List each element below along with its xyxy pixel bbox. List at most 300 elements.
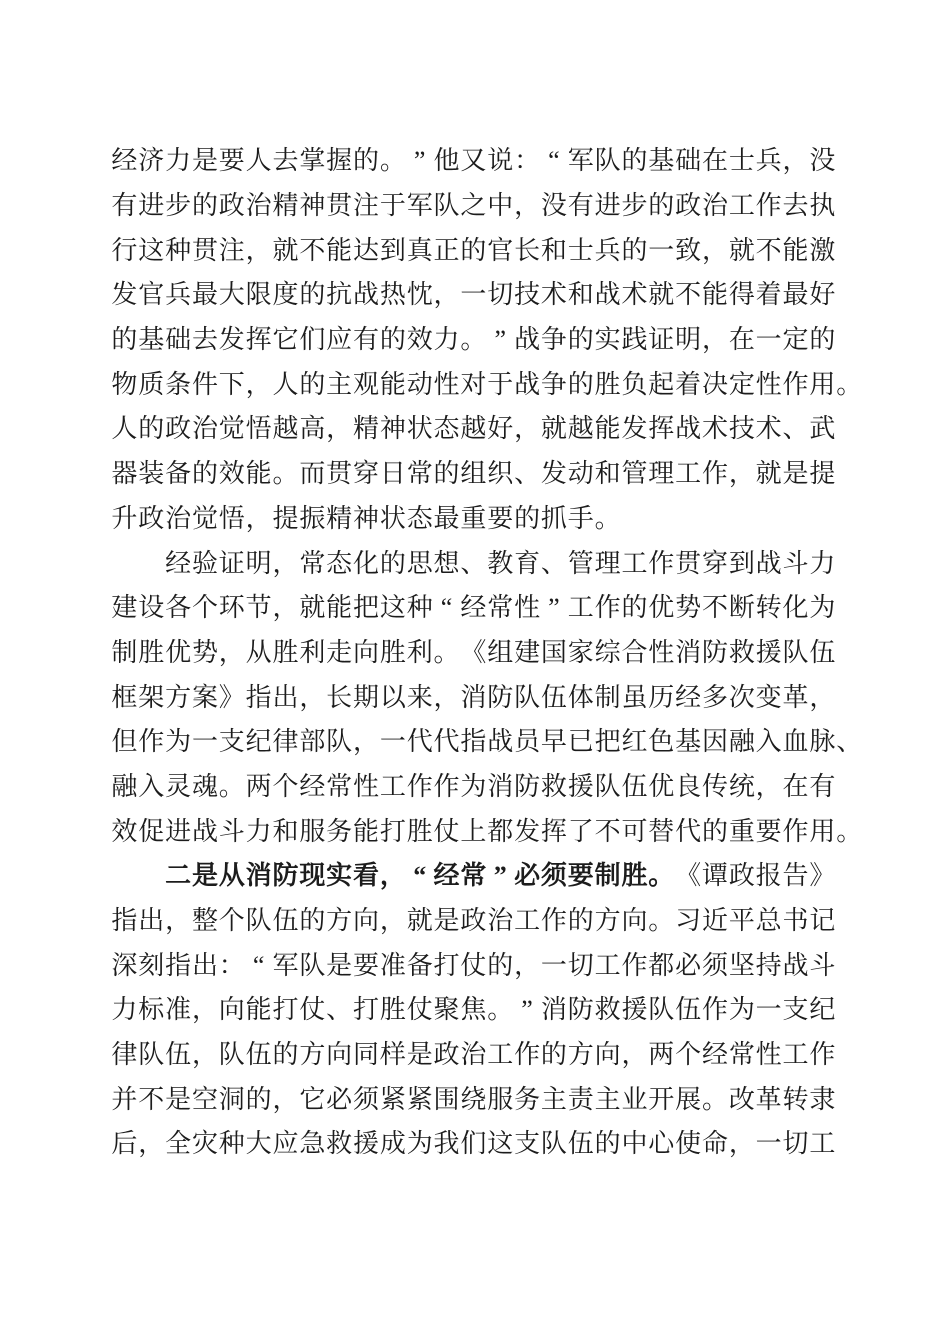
character: 是 <box>433 906 460 936</box>
character: 总 <box>755 906 782 936</box>
paragraph <box>111 541 863 854</box>
character: ， <box>379 906 406 936</box>
character: ， <box>728 459 755 489</box>
character: 仗 <box>433 816 460 846</box>
character: 作 <box>540 906 567 936</box>
character: 脉 <box>809 727 836 757</box>
character: 战 <box>353 280 380 310</box>
bold-character: ” <box>493 861 507 891</box>
character: 发 <box>514 816 541 846</box>
bold-character: 从 <box>218 861 245 891</box>
character: 代 <box>433 727 460 757</box>
character: 不 <box>594 816 621 846</box>
character: 伍 <box>675 995 702 1025</box>
character: 队 <box>782 637 809 667</box>
character: 最 <box>782 280 809 310</box>
character: ， <box>701 325 728 355</box>
character: 战 <box>594 280 621 310</box>
text-line <box>111 765 836 810</box>
character: 必 <box>675 950 702 980</box>
text-line <box>111 1077 836 1122</box>
character: 架 <box>138 682 165 712</box>
character: 军 <box>567 146 594 176</box>
character: 工 <box>782 1040 809 1070</box>
character: 管 <box>621 459 648 489</box>
character: 化 <box>353 548 380 578</box>
character: 后 <box>111 1129 138 1159</box>
character: 胜 <box>379 995 406 1025</box>
character: 替 <box>648 816 675 846</box>
character: 支 <box>782 995 809 1025</box>
character: 备 <box>406 950 433 980</box>
character: 和 <box>272 816 299 846</box>
character: 战 <box>782 950 809 980</box>
character: 业 <box>621 1084 648 1114</box>
character: ， <box>299 682 326 712</box>
character: ： <box>514 146 541 176</box>
character: 它 <box>272 325 299 355</box>
character: 于 <box>379 191 406 221</box>
character: 的 <box>621 593 648 623</box>
character: 虽 <box>621 682 648 712</box>
character: 备 <box>165 459 192 489</box>
character: 指 <box>165 950 192 980</box>
character: 国 <box>540 637 567 667</box>
character: 理 <box>594 548 621 578</box>
character: 激 <box>809 235 836 265</box>
character: 教 <box>487 548 514 578</box>
character: 使 <box>675 1129 702 1159</box>
character: 能 <box>326 235 353 265</box>
character: 队 <box>326 727 353 757</box>
character: 效 <box>406 325 433 355</box>
character: 仗 <box>406 995 433 1025</box>
character: 主 <box>326 369 353 399</box>
character: 入 <box>138 771 165 801</box>
character: 消 <box>487 771 514 801</box>
character: 悟 <box>218 503 245 533</box>
character: ， <box>755 771 782 801</box>
character: 去 <box>191 325 218 355</box>
character: 工 <box>487 1040 514 1070</box>
character: 抗 <box>326 280 353 310</box>
character: 围 <box>433 1084 460 1114</box>
character: 坚 <box>728 950 755 980</box>
character: 高 <box>299 414 326 444</box>
character: 队 <box>594 771 621 801</box>
bold-character: 是 <box>191 861 218 891</box>
character: 有 <box>111 191 138 221</box>
character: 的 <box>648 191 675 221</box>
character: 须 <box>701 950 728 980</box>
character: 个 <box>218 906 245 936</box>
character: 越 <box>272 414 299 444</box>
character: 用 <box>809 816 836 846</box>
character: 习 <box>675 906 702 936</box>
character: 悟 <box>245 414 272 444</box>
character: 利 <box>406 637 433 667</box>
character: 想 <box>433 548 460 578</box>
character: 重 <box>728 816 755 846</box>
character: 能 <box>701 280 728 310</box>
text-line <box>111 318 836 363</box>
character: 没 <box>809 146 836 176</box>
character: 一 <box>755 325 782 355</box>
character: 的 <box>245 1084 272 1114</box>
character: 的 <box>353 146 380 176</box>
character: 发 <box>540 459 567 489</box>
character: 提 <box>272 503 299 533</box>
character: 队 <box>594 146 621 176</box>
character: 应 <box>272 1129 299 1159</box>
character: 、 <box>782 414 809 444</box>
character: 的 <box>299 280 326 310</box>
character: 把 <box>594 727 621 757</box>
character: 础 <box>675 146 702 176</box>
character: 两 <box>648 1040 675 1070</box>
character: 行 <box>111 235 138 265</box>
character: 的 <box>621 235 648 265</box>
character: 仗 <box>460 950 487 980</box>
bold-character: 制 <box>594 861 621 891</box>
character: 人 <box>111 414 138 444</box>
character: ， <box>272 548 299 578</box>
text-line <box>111 407 836 452</box>
character: ， <box>191 1040 218 1070</box>
character: 上 <box>460 816 487 846</box>
character: 这 <box>487 1129 514 1159</box>
character: 作 <box>782 816 809 846</box>
character: 在 <box>728 325 755 355</box>
character: 好 <box>487 414 514 444</box>
character: 正 <box>433 235 460 265</box>
character: 以 <box>379 682 406 712</box>
character: 报 <box>755 861 782 891</box>
character: 基 <box>675 727 702 757</box>
character: 越 <box>460 414 487 444</box>
character: 础 <box>165 325 192 355</box>
character: 急 <box>299 1129 326 1159</box>
character: ， <box>272 1084 299 1114</box>
character: 队 <box>138 1040 165 1070</box>
bold-character: 消 <box>245 861 272 891</box>
character: 作 <box>648 548 675 578</box>
character: 经 <box>460 593 487 623</box>
character: 伍 <box>621 771 648 801</box>
character: 标 <box>138 995 165 1025</box>
character: 下 <box>218 369 245 399</box>
character: 建 <box>514 637 541 667</box>
character: 援 <box>353 1129 380 1159</box>
character: 须 <box>353 1084 380 1114</box>
character: 贯 <box>326 191 353 221</box>
character: 方 <box>299 1040 326 1070</box>
character: 的 <box>514 503 541 533</box>
character: 救 <box>540 771 567 801</box>
character: 了 <box>567 816 594 846</box>
character: 。 <box>487 995 514 1025</box>
character: “ <box>548 146 560 176</box>
character: 性 <box>433 369 460 399</box>
character: 》 <box>218 682 245 712</box>
character: 切 <box>487 280 514 310</box>
character: 指 <box>460 727 487 757</box>
character: ， <box>514 950 541 980</box>
character: 政 <box>433 1040 460 1070</box>
character: ， <box>809 682 836 712</box>
character: 力 <box>165 146 192 176</box>
text-line <box>111 720 863 765</box>
character: 不 <box>755 235 782 265</box>
character: 着 <box>755 280 782 310</box>
character: 紧 <box>406 1084 433 1114</box>
character: 升 <box>111 503 138 533</box>
character: ， <box>621 1040 648 1070</box>
character: 进 <box>165 816 192 846</box>
character: 势 <box>675 593 702 623</box>
character: 作 <box>701 459 728 489</box>
character: 织 <box>487 459 514 489</box>
character: 指 <box>245 682 272 712</box>
character: ” <box>521 995 533 1025</box>
character: 打 <box>353 995 380 1025</box>
text-line <box>111 497 836 542</box>
text-line <box>111 184 836 229</box>
character: 各 <box>165 593 192 623</box>
character: 次 <box>728 682 755 712</box>
character: 红 <box>621 727 648 757</box>
character: 就 <box>648 280 675 310</box>
character: 救 <box>326 1129 353 1159</box>
character: 化 <box>782 593 809 623</box>
character: 纪 <box>245 727 272 757</box>
character: 建 <box>111 593 138 623</box>
character: ， <box>138 1129 165 1159</box>
character: 效 <box>111 816 138 846</box>
character: 常 <box>326 771 353 801</box>
character: 、 <box>460 548 487 578</box>
character: 作 <box>782 369 809 399</box>
character: 治 <box>487 906 514 936</box>
character: 军 <box>406 191 433 221</box>
character: 军 <box>272 950 299 980</box>
character: 书 <box>782 906 809 936</box>
character: 到 <box>728 548 755 578</box>
character: 的 <box>594 1129 621 1159</box>
character: ” <box>494 325 506 355</box>
character: 又 <box>460 146 487 176</box>
character: ， <box>165 906 192 936</box>
character: 入 <box>755 727 782 757</box>
text-line <box>111 1033 836 1078</box>
character: 。 <box>218 771 245 801</box>
character: 。 <box>594 503 621 533</box>
character: 方 <box>567 1040 594 1070</box>
body-text <box>111 139 863 1167</box>
character: ， <box>326 414 353 444</box>
character: 为 <box>809 593 836 623</box>
character: 综 <box>594 637 621 667</box>
character: 聚 <box>433 995 460 1025</box>
character: 斗 <box>782 548 809 578</box>
character: 器 <box>111 459 138 489</box>
character: 质 <box>138 369 165 399</box>
character: 的 <box>567 325 594 355</box>
character: 说 <box>487 146 514 176</box>
character: 方 <box>165 682 192 712</box>
text-line <box>111 273 836 318</box>
character: ， <box>272 593 299 623</box>
text-line <box>111 809 863 854</box>
character: 的 <box>138 414 165 444</box>
character: 在 <box>701 146 728 176</box>
character: 和 <box>567 280 594 310</box>
character: 促 <box>138 816 165 846</box>
character: 把 <box>353 593 380 623</box>
character: 队 <box>299 950 326 980</box>
character: 仗 <box>299 995 326 1025</box>
character: 常 <box>299 548 326 578</box>
character: 都 <box>487 816 514 846</box>
text-line <box>111 452 836 497</box>
character: ， <box>782 146 809 176</box>
character: 进 <box>138 191 165 221</box>
character: 决 <box>701 369 728 399</box>
character: 一 <box>191 727 218 757</box>
character: 整 <box>191 906 218 936</box>
character: 近 <box>701 906 728 936</box>
character: 去 <box>782 191 809 221</box>
character: 和 <box>540 235 567 265</box>
character: 消 <box>675 637 702 667</box>
character: 抓 <box>540 503 567 533</box>
character: 历 <box>648 682 675 712</box>
character: 力 <box>245 816 272 846</box>
character: 、 <box>540 548 567 578</box>
character: 不 <box>299 235 326 265</box>
character: 节 <box>245 593 272 623</box>
character: 物 <box>111 369 138 399</box>
character: 注 <box>218 235 245 265</box>
character: 着 <box>675 369 702 399</box>
character: 。 <box>836 369 863 399</box>
character: 工 <box>675 459 702 489</box>
character: 主 <box>594 1084 621 1114</box>
character: 出 <box>191 950 218 980</box>
character: 优 <box>648 593 675 623</box>
character: 挥 <box>245 325 272 355</box>
character: 的 <box>191 191 218 221</box>
character: 就 <box>272 235 299 265</box>
bold-character: ， <box>379 861 406 891</box>
character: 要 <box>353 950 380 980</box>
character: 而 <box>299 459 326 489</box>
character: 防 <box>701 637 728 667</box>
character: 出 <box>272 682 299 712</box>
character: 。 <box>836 816 863 846</box>
character: 命 <box>701 1129 728 1159</box>
character: 忱 <box>406 280 433 310</box>
character: 一 <box>379 727 406 757</box>
character: 代 <box>406 727 433 757</box>
character: 告 <box>782 861 809 891</box>
character: 全 <box>165 1129 192 1159</box>
character: 士 <box>728 146 755 176</box>
character: 不 <box>701 593 728 623</box>
character: 作 <box>594 593 621 623</box>
character: ， <box>245 235 272 265</box>
character: 组 <box>487 637 514 667</box>
character: 去 <box>272 146 299 176</box>
character: 的 <box>540 1040 567 1070</box>
character: 有 <box>567 191 594 221</box>
character: 工 <box>379 771 406 801</box>
character: 队 <box>245 906 272 936</box>
character: 中 <box>487 191 514 221</box>
character: 的 <box>567 369 594 399</box>
character: 证 <box>218 548 245 578</box>
character: 战 <box>487 727 514 757</box>
character: 胜 <box>379 637 406 667</box>
character: 治 <box>191 414 218 444</box>
character: 争 <box>540 369 567 399</box>
character: 经 <box>111 146 138 176</box>
character: 证 <box>648 325 675 355</box>
character: 、 <box>836 727 863 757</box>
character: 不 <box>138 1084 165 1114</box>
character: 人 <box>245 146 272 176</box>
character: 状 <box>379 503 406 533</box>
character: 战 <box>191 816 218 846</box>
character: 转 <box>755 593 782 623</box>
character: 我 <box>433 1129 460 1159</box>
character: 组 <box>460 459 487 489</box>
character: 贯 <box>191 235 218 265</box>
character: 兵 <box>594 235 621 265</box>
character: 良 <box>675 771 702 801</box>
character: 持 <box>755 950 782 980</box>
character: 术 <box>701 414 728 444</box>
paragraph <box>111 139 863 541</box>
character: 已 <box>567 727 594 757</box>
character: 势 <box>191 637 218 667</box>
character: 革 <box>782 682 809 712</box>
character: 刻 <box>138 950 165 980</box>
paragraph <box>111 854 836 1167</box>
character: 队 <box>648 995 675 1025</box>
character: 传 <box>701 771 728 801</box>
character: 要 <box>218 146 245 176</box>
character: 纪 <box>809 995 836 1025</box>
character: 执 <box>809 191 836 221</box>
character: 能 <box>245 995 272 1025</box>
character: 发 <box>621 414 648 444</box>
character: 能 <box>245 459 272 489</box>
character: 、 <box>514 459 541 489</box>
character: 队 <box>514 682 541 712</box>
character: 越 <box>567 414 594 444</box>
character: 不 <box>675 280 702 310</box>
character: 作 <box>755 191 782 221</box>
character: 队 <box>540 1129 567 1159</box>
character: 一 <box>755 995 782 1025</box>
character: 的 <box>299 369 326 399</box>
character: 是 <box>782 459 809 489</box>
character: 方 <box>326 906 353 936</box>
character: 为 <box>406 1129 433 1159</box>
character: 消 <box>460 682 487 712</box>
character: 觉 <box>218 414 245 444</box>
